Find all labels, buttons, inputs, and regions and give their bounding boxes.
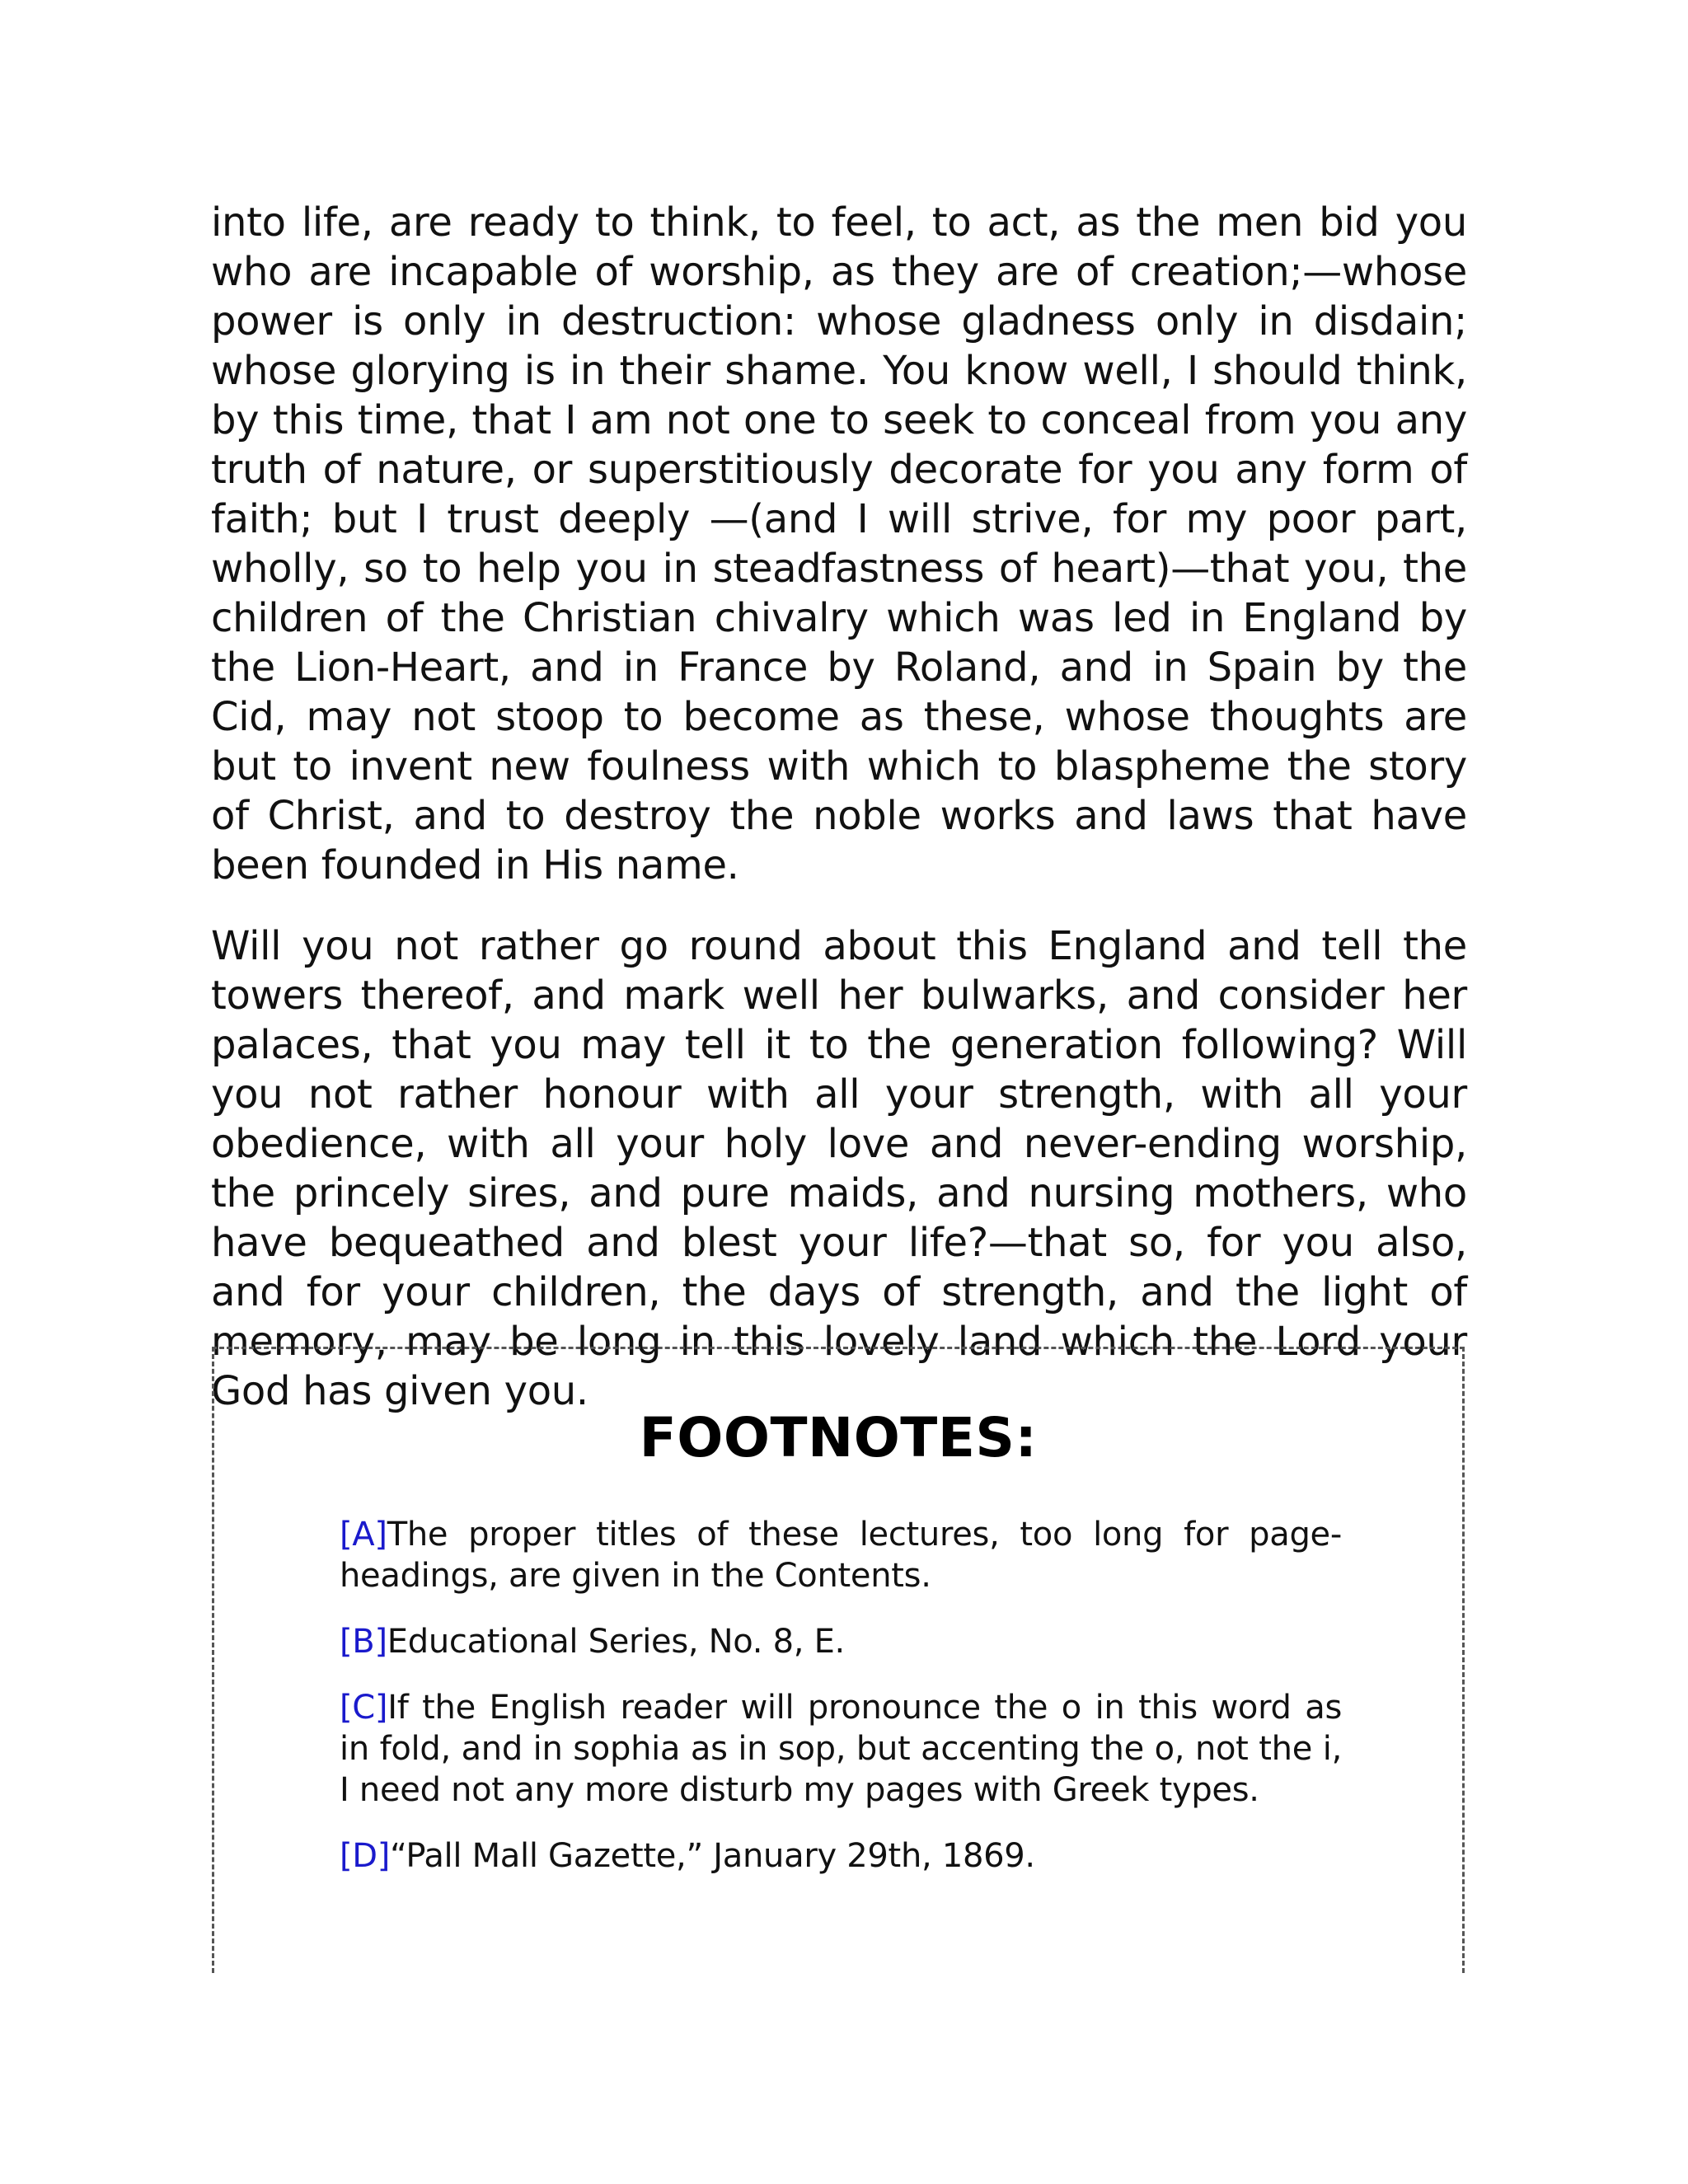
footnote-text: “Pall Mall Gazette,” January 29th, 1869. xyxy=(390,1837,1035,1875)
paragraph: Will you not rather go round about this England and tell the towers thereof, and mark well her bulwarks, and consider her palaces, that you may tell it to the generation following? Will you not rather honour with all your strength, with all your obedience, with all your holy love and never-ending worship, the princely sires, and pure maids, and nursing mothers, who have bequeathed and blest your life?—that so, for you also, and for your children, the days of strength, and the light of memory, may be long in this lovely land which the Lord your God has given you. xyxy=(211,923,1467,1414)
body-text xyxy=(211,198,1467,1416)
footnote-item xyxy=(340,1687,1342,1811)
footnote-link-b[interactable]: [B] xyxy=(340,1623,387,1661)
footnote-link-a[interactable]: [A] xyxy=(340,1516,387,1554)
footnote-text: Educational Series, No. 8, E. xyxy=(387,1623,845,1661)
footnote-list xyxy=(340,1514,1342,1901)
footnote-item xyxy=(340,1514,1342,1596)
footnote-item xyxy=(340,1621,1342,1662)
footnote-text: If the English reader will pronounce the o in this word as in fold, and in sophia as in sop, but accenting the o, not the i, I need not any more disturb my pages with Greek types. xyxy=(340,1689,1342,1809)
footnote-item xyxy=(340,1835,1342,1877)
footnote-link-d[interactable]: [D] xyxy=(340,1837,391,1875)
footnote-link-c[interactable]: [C] xyxy=(340,1689,388,1727)
footnote-text: The proper titles of these lectures, too long for page-headings, are given in the Contents. xyxy=(340,1516,1342,1595)
footnotes-section xyxy=(212,1347,1465,1973)
footnotes-title: FOOTNOTES: xyxy=(639,1406,1038,1469)
paragraph: into life, are ready to think, to feel, to act, as the men bid you who are incapable of worship, as they are of creation;—whose power is only in destruction: whose gladness only in disdain; whose glorying is in their shame. You know well, I should think, by this time, that I am not one to seek to conceal from you any truth of nature, or superstitiously decorate for you any form of faith; but I trust deeply —(and I will strive, for my poor part, wholly, so to help you in steadfastness of heart)—that you, the children of the Christian chivalry which was led in England by the Lion-Heart, and in France by Roland, and in Spain by the Cid, may not stoop to become as these, whose thoughts are but to invent new foulness with which to blaspheme the story of Christ, and to destroy the noble works and laws that have been founded in His name. xyxy=(211,199,1467,888)
